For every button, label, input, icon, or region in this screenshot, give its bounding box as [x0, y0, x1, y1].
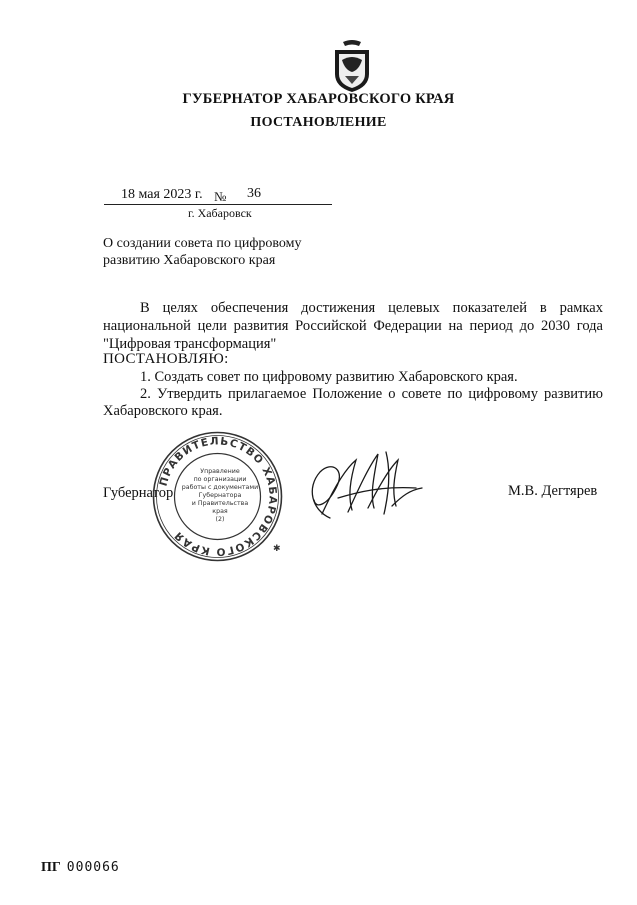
number-sign: № — [214, 189, 227, 204]
seal-line-5: и Правительства — [191, 500, 249, 507]
decree-item-1: 1. Создать совет по цифровому развитию Хабаровского края. — [140, 369, 518, 385]
decree-item-2-line-1: 2. Утвердить прилагаемое Положение о совете по цифровому развитию — [140, 386, 603, 402]
document-city: г. Хабаровск — [188, 206, 252, 220]
signer-name: М.В. Дегтярев — [508, 483, 598, 499]
serial-digits: 000066 — [66, 860, 120, 875]
seal-line-4: Губернатора — [198, 492, 242, 499]
handwritten-signature — [298, 448, 426, 524]
preamble-line-2: национальной цели развития Российской Федерации на период до 2030 года — [103, 318, 603, 334]
signer-title: Губернатор — [103, 485, 174, 501]
seal-ring-text: ПРАВИТЕЛЬСТВО ХАБАРОВСКОГО КРАЯ — [157, 435, 279, 558]
official-seal-stamp — [150, 429, 285, 564]
subject-line-1: О создании совета по цифровому — [103, 236, 302, 251]
svg-text:✱: ✱ — [273, 543, 281, 553]
document-date: 18 мая 2023 г. — [121, 187, 203, 202]
seal-line-6: края — [212, 508, 228, 515]
authority-title: ГУБЕРНАТОР ХАБАРОВСКОГО КРАЯ — [182, 91, 455, 107]
document-type-title: ПОСТАНОВЛЕНИЕ — [250, 115, 387, 130]
seal-line-7: (2) — [215, 516, 225, 523]
form-serial-number — [41, 860, 120, 876]
document-number: 36 — [247, 186, 261, 201]
subject-line-2: развитию Хабаровского края — [103, 253, 276, 268]
preamble-line-3: "Цифровая трансформация" — [103, 336, 277, 352]
seal-line-2: по организации — [193, 476, 247, 483]
seal-line-3: работы с документами — [181, 484, 259, 491]
preamble-line-1: В целях обеспечения достижения целевых показателей в рамках — [140, 300, 603, 316]
coat-of-arms-icon — [329, 38, 375, 94]
seal-line-1: Управление — [200, 468, 240, 475]
date-number-underline — [104, 204, 332, 205]
decree-word: ПОСТАНОВЛЯЮ: — [103, 351, 229, 367]
serial-prefix: ПГ — [41, 860, 61, 875]
decree-item-2-line-2: Хабаровского края. — [103, 403, 223, 419]
